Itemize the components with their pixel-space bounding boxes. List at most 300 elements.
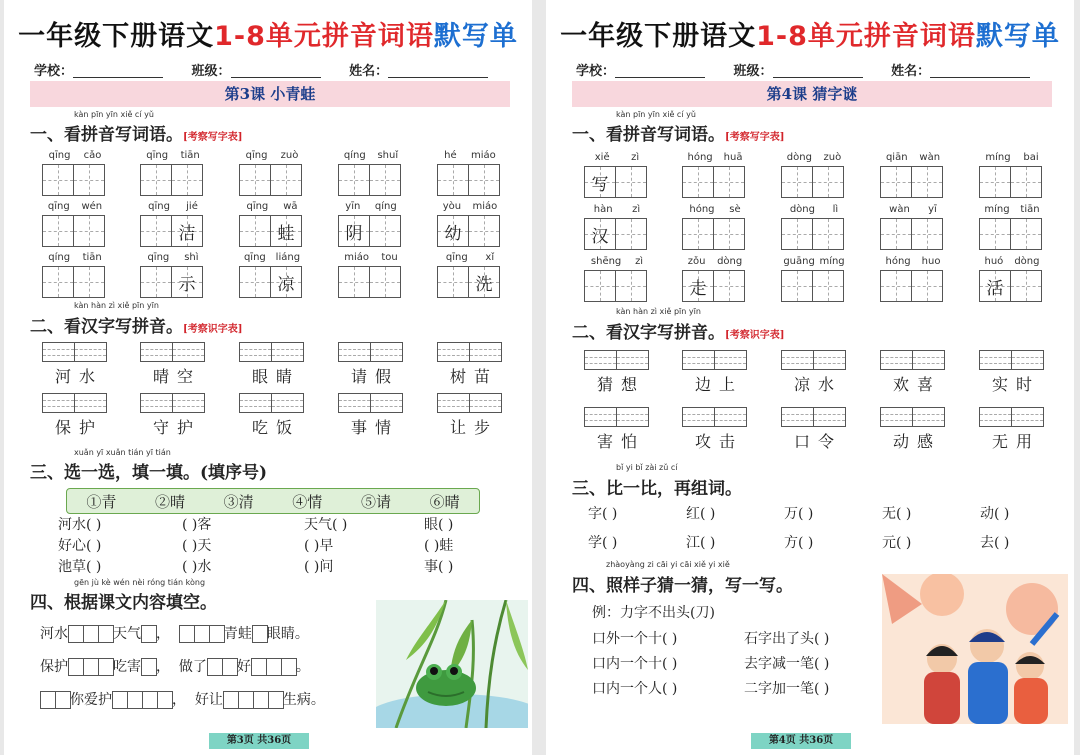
tianzige-pair [239, 215, 301, 247]
pinyin-line-box[interactable] [140, 342, 173, 362]
given-character [813, 271, 843, 301]
tianzige-pair [239, 164, 301, 196]
tianzige-cell[interactable] [369, 164, 401, 196]
fill-choice-item[interactable]: 事( ) [424, 559, 454, 575]
tianzige-cell[interactable] [239, 164, 271, 196]
given-character: 阴 [345, 223, 363, 244]
pinyin-syllable: qīng [48, 150, 71, 161]
given-character [74, 216, 104, 246]
given-character [141, 267, 171, 297]
pinyin-syllable: wàn [919, 152, 941, 163]
tianzige-cell[interactable] [270, 215, 302, 247]
tianzige-cell[interactable] [880, 166, 912, 198]
tianzige-cell[interactable] [468, 215, 500, 247]
answer-box[interactable] [83, 658, 99, 676]
compare-item[interactable]: 红( ) [686, 506, 716, 522]
tianzige-pair [880, 218, 942, 250]
given-character [813, 167, 843, 197]
answer-box[interactable] [194, 625, 210, 643]
pinyin-line-box[interactable] [912, 407, 945, 427]
pinyin-line-box[interactable] [682, 350, 715, 370]
riddle-item[interactable]: 去字减一笔( ) [744, 656, 830, 672]
fill-choice-item[interactable]: 眼( ) [424, 517, 454, 533]
tianzige-cell[interactable] [270, 164, 302, 196]
pinyin-line-box[interactable] [880, 350, 913, 370]
pinyin-line-box[interactable] [370, 393, 403, 413]
answer-box[interactable] [209, 625, 225, 643]
pinyin-writing-item [239, 393, 305, 438]
tianzige-cell[interactable] [682, 218, 714, 250]
fill-choice-item[interactable]: 池草( ) [58, 559, 102, 575]
pinyin-writing-item [682, 350, 748, 395]
tianzige-cell[interactable] [979, 218, 1011, 250]
tianzige-cell[interactable] [911, 218, 943, 250]
tianzige-cell[interactable] [781, 166, 813, 198]
given-character [714, 219, 744, 249]
pinyin-label [880, 204, 946, 215]
choice-option: ⑥晴 [429, 492, 460, 511]
choice-option: ③清 [223, 492, 254, 511]
pinyin-writing-item [979, 350, 1045, 395]
tianzige-cell[interactable] [979, 166, 1011, 198]
pinyin-label [781, 204, 847, 215]
given-character [616, 167, 646, 197]
pinyin-syllable: yī [928, 204, 937, 215]
riddle-item[interactable]: 石字出了头( ) [744, 631, 830, 647]
given-character [912, 167, 942, 197]
pinyin-line-box[interactable] [781, 350, 814, 370]
given-character: 蛙 [277, 223, 295, 244]
pinyin-label [682, 256, 748, 267]
given-character [43, 165, 73, 195]
answer-box[interactable] [266, 658, 282, 676]
given-character [1011, 167, 1041, 197]
pinyin-writing-item [880, 407, 946, 452]
pinyin-line-box[interactable] [616, 350, 649, 370]
tianzige-cell[interactable] [338, 164, 370, 196]
pinyin-line-box[interactable] [437, 393, 470, 413]
answer-box[interactable] [207, 658, 223, 676]
pinyin-line-box[interactable] [74, 342, 107, 362]
tianzige-pair [338, 266, 400, 298]
pinyin-syllable: qīng [245, 150, 268, 161]
pinyin-syllable: qíng [48, 252, 71, 263]
pinyin-syllable: qīng [445, 252, 468, 263]
tianzige-pair [781, 218, 843, 250]
given-character [438, 267, 468, 297]
pinyin-line-box[interactable] [42, 393, 75, 413]
pinyin-syllable: wén [81, 201, 103, 212]
given-character [714, 271, 744, 301]
tianzige-pair [437, 215, 499, 247]
section1-heading: 一、看拼音写词语。[考察写字表] [30, 125, 243, 145]
tianzige-cell[interactable] [584, 218, 616, 250]
pinyin-line-box[interactable] [616, 407, 649, 427]
hanzi-word: 让步 [449, 418, 498, 437]
tianzige-pair [42, 215, 104, 247]
tianzige-cell[interactable] [781, 270, 813, 302]
tianzige-cell[interactable] [979, 270, 1011, 302]
answer-box[interactable] [252, 625, 268, 643]
given-character [980, 219, 1010, 249]
compare-item[interactable]: 去( ) [980, 535, 1010, 551]
hanzi-word: 猜想 [596, 375, 645, 394]
pinyin-label [42, 252, 108, 263]
tianzige-pair [979, 166, 1041, 198]
name-field[interactable] [388, 65, 488, 78]
answer-box[interactable] [68, 658, 84, 676]
fill-choice-item[interactable]: 好心( ) [58, 538, 102, 554]
hanzi-word: 攻击 [694, 432, 743, 451]
school-field[interactable] [615, 65, 705, 78]
tianzige-cell[interactable] [713, 270, 745, 302]
pinyin-line-box[interactable] [584, 350, 617, 370]
tianzige-cell[interactable] [911, 166, 943, 198]
pinyin-syllable: yòu [442, 201, 462, 212]
answer-box[interactable] [142, 691, 158, 709]
pinyin-writing-item [239, 342, 305, 387]
pinyin-syllable: yīn [345, 201, 361, 212]
given-character [74, 165, 104, 195]
pinyin-line-box[interactable] [271, 393, 304, 413]
tianzige-cell[interactable] [1010, 166, 1042, 198]
answer-box[interactable] [281, 658, 297, 676]
pinyin-line-box[interactable] [437, 342, 470, 362]
pinyin-syllable: dòng [1014, 256, 1040, 267]
tianzige-cell[interactable] [73, 164, 105, 196]
pinyin-line-box[interactable] [469, 342, 502, 362]
answer-box[interactable] [83, 625, 99, 643]
pinyin-line-box[interactable] [172, 393, 205, 413]
compare-item[interactable]: 无( ) [882, 506, 912, 522]
tianzige-cell[interactable] [140, 266, 172, 298]
tianzige-pair [880, 166, 942, 198]
given-character [683, 219, 713, 249]
tianzige-cell[interactable] [437, 215, 469, 247]
pinyin-line-box[interactable] [781, 407, 814, 427]
tianzige-cell[interactable] [239, 215, 271, 247]
lesson-banner: 第3课 小青蛙 [30, 81, 510, 107]
fill-choice-item[interactable]: ( )问 [304, 559, 334, 575]
answer-box[interactable] [157, 691, 173, 709]
tianzige-pair [140, 266, 202, 298]
compare-item[interactable]: 动( ) [980, 506, 1010, 522]
tianzige-cell[interactable] [812, 270, 844, 302]
pinyin-syllable: zì [631, 152, 640, 163]
given-character [339, 165, 369, 195]
tianzige-cell[interactable] [171, 266, 203, 298]
pinyin-line-box[interactable] [271, 342, 304, 362]
pinyin-line-box[interactable] [1011, 350, 1044, 370]
answer-box[interactable] [112, 691, 128, 709]
pinyin-syllable: tiān [82, 252, 102, 263]
pinyin-label [239, 252, 305, 263]
pinyin-label [437, 201, 503, 212]
name-field[interactable] [930, 65, 1030, 78]
pinyin-label [140, 201, 206, 212]
fill-line-2: 保护 吃害 ， 做了 好 。 [40, 659, 310, 675]
tianzige-cell[interactable] [369, 215, 401, 247]
fill-choice-item[interactable]: ( )蛙 [424, 538, 454, 554]
pinyin-label [338, 201, 404, 212]
choice-option: ④情 [292, 492, 323, 511]
fill-choice-item[interactable]: ( )客 [182, 517, 212, 533]
given-character [74, 267, 104, 297]
tianzige-cell[interactable] [42, 215, 74, 247]
tianzige-cell[interactable] [42, 164, 74, 196]
answer-box[interactable] [251, 658, 267, 676]
compare-item[interactable]: 字( ) [588, 506, 618, 522]
pinyin-label [437, 252, 503, 263]
given-character [339, 267, 369, 297]
answer-box[interactable] [141, 658, 157, 676]
fill-line-3: 你爱护 ， 好让 生病。 [40, 689, 325, 709]
answer-box[interactable] [68, 625, 84, 643]
given-character: 活 [986, 278, 1004, 299]
pinyin-line-box[interactable] [682, 407, 715, 427]
tianzige-cell[interactable] [270, 266, 302, 298]
pinyin-label [239, 150, 305, 161]
fill-choice-item[interactable]: 天气( ) [304, 517, 348, 533]
pinyin-line-box[interactable] [813, 350, 846, 370]
riddle-item[interactable]: 二字加一笔( ) [744, 681, 830, 697]
given-character [782, 167, 812, 197]
pinyin-line-box[interactable] [74, 393, 107, 413]
pinyin-label [42, 150, 108, 161]
tianzige-cell[interactable] [880, 218, 912, 250]
given-character: 洁 [178, 223, 196, 244]
pinyin-syllable: qīng [147, 252, 170, 263]
page-footer: 第4页 共36页 [751, 733, 851, 749]
tianzige-cell[interactable] [880, 270, 912, 302]
page-footer: 第3页 共36页 [209, 733, 309, 749]
pinyin-line-box[interactable] [714, 407, 747, 427]
tianzige-pair [781, 270, 843, 302]
pinyin-writing-item [682, 407, 748, 452]
pinyin-writing-item [42, 342, 108, 387]
given-character [141, 216, 171, 246]
answer-box[interactable] [98, 625, 114, 643]
answer-box[interactable] [40, 691, 56, 709]
choice-option: ①青 [86, 492, 117, 511]
tianzige-cell[interactable] [338, 215, 370, 247]
pinyin-line-box[interactable] [370, 342, 403, 362]
pinyin-label [880, 152, 946, 163]
given-character [172, 165, 202, 195]
tianzige-cell[interactable] [338, 266, 370, 298]
given-character [438, 165, 468, 195]
answer-box[interactable] [55, 691, 71, 709]
tianzige-cell[interactable] [682, 166, 714, 198]
answer-box[interactable] [179, 625, 195, 643]
section2-ruby: kàn hàn zì xiě pīn yīn [616, 307, 701, 316]
tianzige-cell[interactable] [713, 218, 745, 250]
class-label: 班级： [191, 64, 231, 79]
tianzige-cell[interactable] [73, 215, 105, 247]
answer-box[interactable] [238, 691, 254, 709]
tianzige-cell[interactable] [584, 166, 616, 198]
pinyin-line-box[interactable] [813, 407, 846, 427]
pinyin-syllable: tiān [180, 150, 200, 161]
pinyin-syllable: hàn [593, 204, 613, 215]
tianzige-cell[interactable] [713, 166, 745, 198]
tianzige-cell[interactable] [468, 266, 500, 298]
pinyin-line-box[interactable] [239, 342, 272, 362]
pinyin-writing-item [781, 407, 847, 452]
answer-box[interactable] [223, 691, 239, 709]
tianzige-cell[interactable] [615, 270, 647, 302]
pinyin-syllable: liáng [275, 252, 301, 263]
fill-choice-item[interactable]: ( )水 [182, 559, 212, 575]
pinyin-syllable: bai [1023, 152, 1039, 163]
pinyin-label [584, 204, 650, 215]
pinyin-syllable: zì [632, 204, 641, 215]
pinyin-syllable: hóng [689, 204, 715, 215]
tianzige-cell[interactable] [781, 218, 813, 250]
pinyin-label [979, 204, 1045, 215]
tianzige-cell[interactable] [140, 164, 172, 196]
given-character [782, 219, 812, 249]
pinyin-label [979, 152, 1045, 163]
tianzige-cell[interactable] [812, 166, 844, 198]
choice-option: ⑤请 [360, 492, 391, 511]
given-character [43, 216, 73, 246]
section4-heading: 四、照样子猜一猜，写一写。 [572, 576, 793, 596]
tianzige-cell[interactable] [171, 215, 203, 247]
tianzige-cell[interactable] [812, 218, 844, 250]
tianzige-pair [682, 166, 744, 198]
pinyin-line-box[interactable] [338, 393, 371, 413]
pinyin-line-box[interactable] [42, 342, 75, 362]
pinyin-label [437, 150, 503, 161]
pinyin-line-box[interactable] [880, 407, 913, 427]
hanzi-word: 害怕 [596, 432, 645, 451]
tianzige-pair [584, 166, 646, 198]
pinyin-label [239, 201, 305, 212]
pinyin-line-box[interactable] [338, 342, 371, 362]
riddle-item[interactable]: 口内一个人( ) [592, 681, 678, 697]
answer-box[interactable] [222, 658, 238, 676]
hanzi-word: 口令 [793, 432, 842, 451]
pinyin-line-box[interactable] [584, 407, 617, 427]
tianzige-cell[interactable] [369, 266, 401, 298]
tianzige-cell[interactable] [911, 270, 943, 302]
given-character [1011, 219, 1041, 249]
section3-heading: 三、选一选，填一填。(填序号) [30, 463, 268, 483]
compare-item[interactable]: 万( ) [784, 506, 814, 522]
pinyin-syllable: míng [819, 256, 845, 267]
tianzige-cell[interactable] [73, 266, 105, 298]
answer-box[interactable] [98, 658, 114, 676]
answer-box[interactable] [268, 691, 284, 709]
pinyin-syllable: xǐ [485, 252, 495, 263]
pinyin-syllable: miáo [472, 201, 498, 212]
riddle-item[interactable]: 口内一个十( ) [592, 656, 678, 672]
tianzige-pair [239, 266, 301, 298]
given-character: 洗 [475, 274, 493, 295]
tianzige-cell[interactable] [1010, 270, 1042, 302]
tianzige-pair [584, 218, 646, 250]
compare-item[interactable]: 元( ) [882, 535, 912, 551]
pinyin-line-box[interactable] [1011, 407, 1044, 427]
hanzi-word: 边上 [694, 375, 743, 394]
pinyin-syllable: huó [984, 256, 1004, 267]
compare-item[interactable]: 学( ) [588, 535, 618, 551]
tianzige-cell[interactable] [239, 266, 271, 298]
pinyin-writing-item [880, 350, 946, 395]
pinyin-line-box[interactable] [239, 393, 272, 413]
pinyin-label [880, 256, 946, 267]
fill-choice-item[interactable]: ( )天 [182, 538, 212, 554]
pinyin-syllable: qīng [148, 201, 170, 212]
answer-box[interactable] [141, 625, 157, 643]
pinyin-syllable: shì [184, 252, 199, 263]
pinyin-line-box[interactable] [912, 350, 945, 370]
tianzige-cell[interactable] [615, 166, 647, 198]
hanzi-word: 动感 [892, 432, 941, 451]
tianzige-cell[interactable] [171, 164, 203, 196]
section1-heading: 一、看拼音写词语。[考察写字表] [572, 125, 785, 145]
pinyin-label [682, 204, 748, 215]
given-character: 写 [591, 174, 609, 195]
tianzige-pair [880, 270, 942, 302]
pinyin-syllable: hé [444, 150, 457, 161]
pinyin-syllable: zuò [280, 150, 299, 161]
fill-choice-item[interactable]: 河水( ) [58, 517, 102, 533]
pinyin-line-box[interactable] [172, 342, 205, 362]
tianzige-cell[interactable] [682, 270, 714, 302]
pinyin-syllable: zì [635, 256, 644, 267]
answer-box[interactable] [127, 691, 143, 709]
riddle-item[interactable]: 口外一个十( ) [592, 631, 678, 647]
pinyin-line-box[interactable] [979, 407, 1012, 427]
section4-heading: 四、根据课文内容填空。 [30, 593, 217, 613]
tianzige-cell[interactable] [615, 218, 647, 250]
answer-box[interactable] [253, 691, 269, 709]
school-field[interactable] [73, 65, 163, 78]
tianzige-cell[interactable] [42, 266, 74, 298]
pinyin-line-box[interactable] [140, 393, 173, 413]
class-field[interactable] [231, 65, 321, 78]
compare-item[interactable]: 方( ) [784, 535, 814, 551]
pinyin-label [584, 256, 650, 267]
pinyin-syllable: dòng [789, 204, 815, 215]
pinyin-line-box[interactable] [714, 350, 747, 370]
tianzige-cell[interactable] [584, 270, 616, 302]
pinyin-line-box[interactable] [979, 350, 1012, 370]
class-field[interactable] [773, 65, 863, 78]
given-character [1011, 271, 1041, 301]
section2-heading: 二、看汉字写拼音。[考察识字表] [572, 323, 785, 343]
given-character [912, 219, 942, 249]
name-label: 姓名： [349, 64, 389, 79]
fill-choice-item[interactable]: ( )早 [304, 538, 334, 554]
student-info [576, 60, 1056, 79]
section2-heading: 二、看汉字写拼音。[考察识字表] [30, 317, 243, 337]
tianzige-cell[interactable] [437, 164, 469, 196]
pinyin-syllable: wàn [889, 204, 910, 215]
tianzige-pair [584, 270, 646, 302]
pinyin-syllable: qīng [243, 252, 266, 263]
pinyin-line-box[interactable] [469, 393, 502, 413]
tianzige-cell[interactable] [1010, 218, 1042, 250]
tianzige-cell[interactable] [468, 164, 500, 196]
tianzige-cell[interactable] [140, 215, 172, 247]
given-character [813, 219, 843, 249]
hanzi-word: 眼睛 [251, 367, 300, 386]
compare-item[interactable]: 江( ) [686, 535, 716, 551]
tianzige-cell[interactable] [437, 266, 469, 298]
